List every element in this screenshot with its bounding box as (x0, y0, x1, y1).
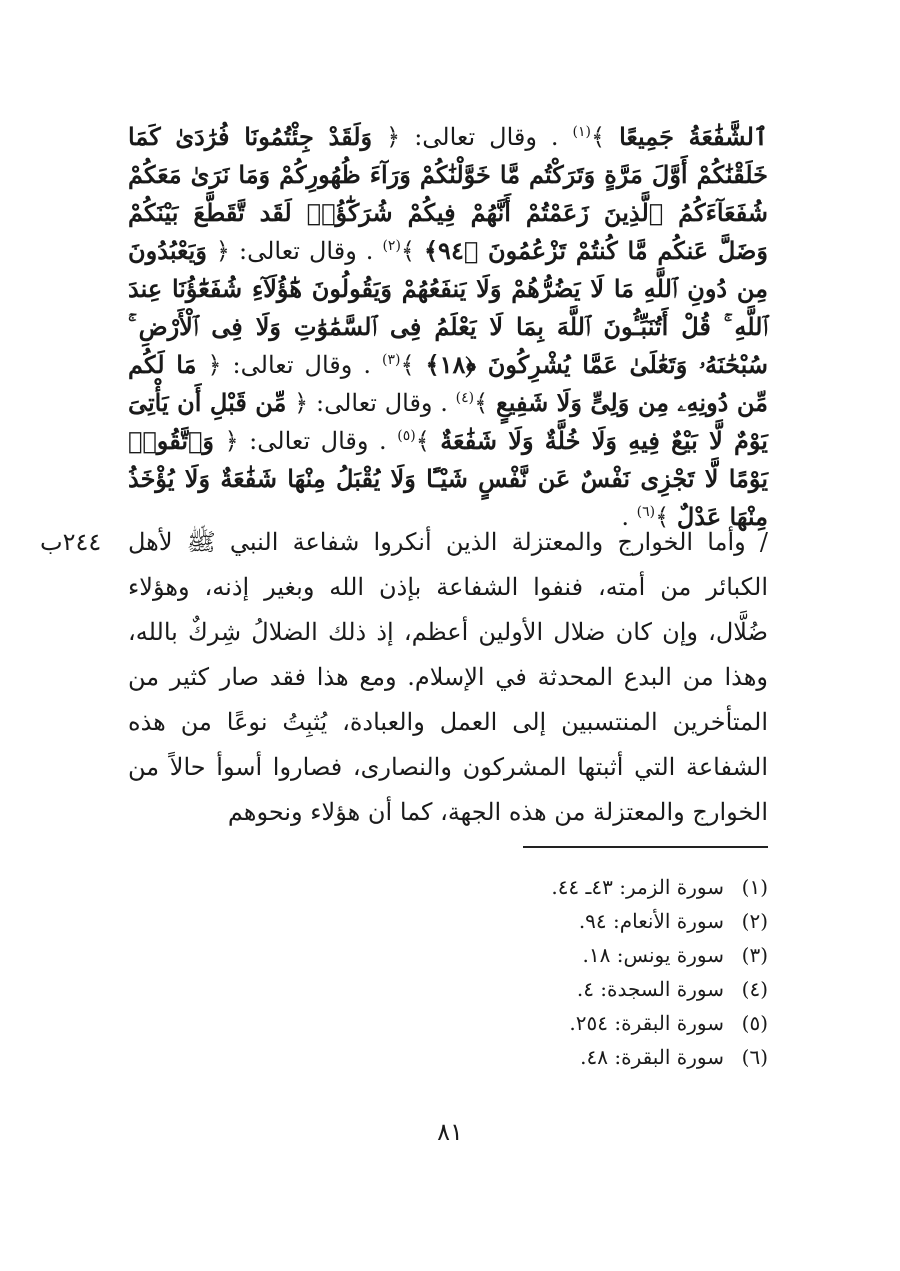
verse-4: مَا لَكُم مِّن دُونِهِۦ مِن وَلِىٍّ وَلَا شَفِيعٍ (128, 350, 768, 417)
footnote-number: (١) (741, 875, 768, 899)
verse-open-ornament: ﴿ (215, 237, 230, 265)
footnote-ref-1: (١) (572, 124, 592, 140)
footnote-item (448, 1006, 768, 1040)
footnote-ref-2: (٢) (382, 238, 401, 254)
footnote-item (448, 1040, 768, 1074)
footnote-ref-5: (٥) (397, 428, 416, 444)
verse-close-ornament: ﴾ (415, 427, 430, 455)
main-body (128, 520, 768, 835)
footnote-text: سورة السجدة: ٤. (576, 977, 724, 1001)
intro-3: . وقال تعالى: (239, 237, 374, 265)
footnote-text: سورة البقرة: ٢٥٤. (569, 1011, 724, 1035)
footnote-ref-3: (٣) (382, 352, 401, 368)
verse-close-ornament: ﴾ (591, 123, 606, 151)
footnote-ref-6: (٦) (636, 504, 656, 520)
footnote-ref-4: (٤) (455, 390, 475, 406)
footnote-item (448, 870, 768, 904)
end-period: . (621, 503, 629, 531)
footnote-text: سورة الأنعام: ٩٤. (578, 909, 724, 933)
footnote-number: (٤) (741, 977, 768, 1001)
footnote-text: سورة يونس: ١٨. (582, 943, 724, 967)
body-paragraph: / وأما الخوارج والمعتزلة الذين أنكروا شفاعة النبي ﷺ لأهل الكبائر من أمته، فنفوا الشفاعة بإذن الله وبغير إذنه، وهؤلاء ضُلَّال، وإن كان ضلال الأولين أعظم، إذ ذلك الضلالُ شِركٌ بالله، وهذا من البدع المحدثة في الإسلام. ومع هذا فقد صار كثير من المتأخرين المنتسبين إلى العمل والعبادة، يُثبِتُ نوعًا من هذه الشفاعة التي أثبتها المشركون والنصارى، فصاروا أسوأ حالاً من الخوارج والمعتزلة من هذه الجهة، كما أن هؤلاء ونحوهم (128, 528, 768, 826)
footnote-item (448, 972, 768, 1006)
intro-2: . وقال تعالى: (414, 123, 559, 151)
footnote-number: (٥) (741, 1011, 768, 1035)
footnote-separator (523, 846, 768, 848)
verse-5: مِّن قَبْلِ أَن يَأْتِىَ يَوْمٌ لَّا بَيْعٌ فِيهِ وَلَا خُلَّةٌ وَلَا شَفَٰعَةٌ (128, 388, 768, 455)
footnote-number: (٣) (741, 943, 768, 967)
intro-4: . وقال تعالى: (232, 351, 371, 379)
verse-open-ornament: ﴿ (386, 123, 401, 151)
footnote-text: سورة البقرة: ٤٨. (580, 1045, 724, 1069)
verse-close-ornament: ﴾ (400, 351, 415, 379)
verse-close-ornament: ﴾ (474, 389, 489, 417)
verse-6: وَٱتَّقُوا۟ يَوْمًا لَّا تَجْزِى نَفْسٌ عَن نَّفْسٍ شَيْـًٔا وَلَا يُقْبَلُ مِنْهَا شَفَٰعَةٌ وَلَا يُؤْخَذُ مِنْهَا عَدْلٌ (128, 426, 768, 531)
footnote-text: سورة الزمر: ٤٣ـ ٤٤. (551, 875, 724, 899)
footnote-number: (٦) (741, 1045, 768, 1069)
footnote-item (448, 938, 768, 972)
verse-close-ornament: ﴾ (655, 503, 670, 531)
verse-open-ornament: ﴿ (294, 389, 309, 417)
manuscript-folio-marker: ٢٤٤ب (40, 528, 102, 556)
verse-1: ٱلشَّفَٰعَةُ جَمِيعًا (619, 122, 768, 151)
footnotes-list (448, 870, 768, 1074)
verse-open-ornament: ﴿ (224, 427, 239, 455)
verse-open-ornament: ﴿ (207, 351, 222, 379)
footnote-item (448, 904, 768, 938)
page-number: ٨١ (437, 1118, 463, 1146)
footnote-number: (٢) (741, 909, 768, 933)
verse-close-ornament: ﴾ (400, 237, 415, 265)
quran-quotations-block (128, 118, 768, 536)
quran-paragraph (128, 118, 768, 536)
verse-2: وَلَقَدْ جِئْتُمُونَا فُرَٰدَىٰ كَمَا خَلَقْنَٰكُمْ أَوَّلَ مَرَّةٍ وَتَرَكْتُم مَّا خَوَّلْنَٰكُمْ وَرَآءَ ظُهُورِكُمْ وَمَا نَرَىٰ مَعَكُمْ شُفَعَآءَكُمُ ٱلَّذِينَ زَعَمْتُمْ أَنَّهُمْ فِيكُمْ شُرَكَٰٓؤُا۟ لَقَد تَّقَطَّعَ بَيْنَكُمْ وَضَلَّ عَنكُم مَّا كُنتُمْ تَزْعُمُونَ ﴿٩٤﴾ (128, 122, 769, 265)
intro-6: . وقال تعالى: (249, 427, 387, 455)
verse-3: وَيَعْبُدُونَ مِن دُونِ ٱللَّهِ مَا لَا يَضُرُّهُمْ وَلَا يَنفَعُهُمْ وَيَقُولُونَ هَٰٓؤُلَآءِ شُفَعَٰٓؤُنَا عِندَ ٱللَّهِ ۚ قُلْ أَتُنَبِّـُٔونَ ٱللَّهَ بِمَا لَا يَعْلَمُ فِى ٱلسَّمَٰوَٰتِ وَلَا فِى ٱلْأَرْضِ ۚ سُبْحَٰنَهُۥ وَتَعَٰلَىٰ عَمَّا يُشْرِكُونَ ﴿١٨﴾ (128, 236, 769, 379)
intro-5: . وقال تعالى: (315, 389, 448, 417)
